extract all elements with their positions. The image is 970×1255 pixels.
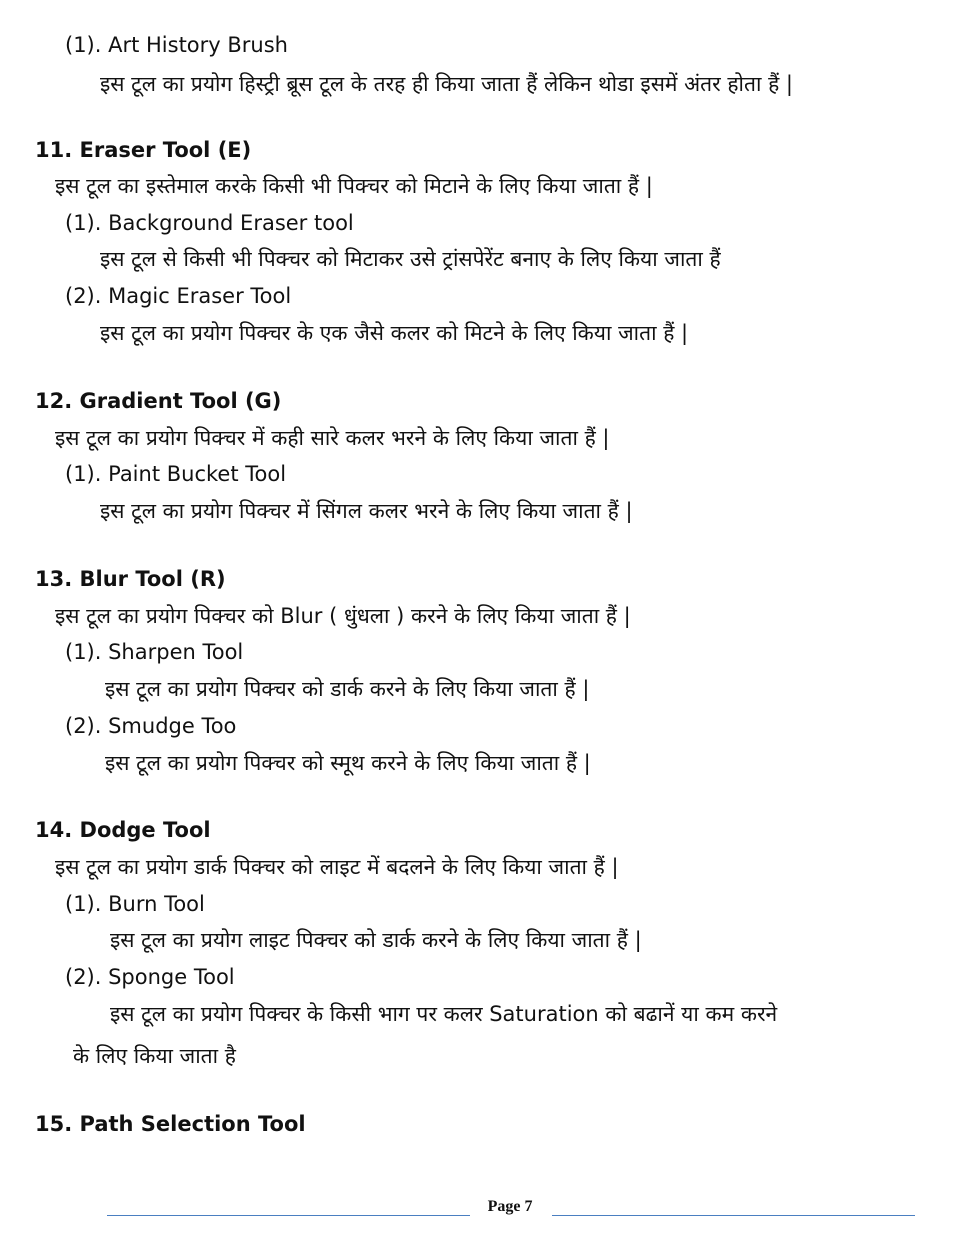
heading-gradient-tool: 12. Gradient Tool (G) — [35, 389, 282, 413]
heading-dodge-tool: 14. Dodge Tool — [35, 818, 211, 842]
paragraph-art-history-brush: इस टूल का प्रयोग हिस्ट्री ब्रूस टूल के तरह ही किया जाता हैं लेकिन थोडा इसमें अंतर होता हैं | — [100, 72, 793, 96]
paragraph-eraser-tool: इस टूल का इस्तेमाल करके किसी भी पिक्चर को मिटाने के लिए किया जाता हैं | — [55, 174, 653, 198]
paragraph-sponge-tool: इस टूल का प्रयोग पिक्चर के किसी भाग पर कलर Saturation को बढानें या कम करने — [110, 1002, 778, 1026]
paragraph-smudge-tool: इस टूल का प्रयोग पिक्चर को स्मूथ करने के लिए किया जाता हैं | — [105, 751, 591, 775]
paragraph-paint-bucket: इस टूल का प्रयोग पिक्चर में सिंगल कलर भरने के लिए किया जाता हैं | — [100, 499, 633, 523]
footer-rule-left — [107, 1215, 470, 1216]
paragraph-dodge-tool: इस टूल का प्रयोग डार्क पिक्चर को लाइट में बदलने के लिए किया जाता हैं | — [55, 855, 619, 879]
subsection-sponge-tool: (2). Sponge Tool — [65, 965, 235, 989]
paragraph-blur-tool: इस टूल का प्रयोग पिक्चर को Blur ( धुंधला ) करने के लिए किया जाता हैं | — [55, 604, 631, 628]
paragraph-burn-tool: इस टूल का प्रयोग लाइट पिक्चर को डार्क करने के लिए किया जाता हैं | — [110, 928, 642, 952]
subsection-burn-tool: (1). Burn Tool — [65, 892, 205, 916]
heading-blur-tool: 13. Blur Tool (R) — [35, 567, 226, 591]
subsection-magic-eraser: (2). Magic Eraser Tool — [65, 284, 292, 308]
subsection-art-history-brush: (1). Art History Brush — [65, 33, 288, 57]
page-number: Page 7 — [487, 1198, 533, 1215]
subsection-sharpen-tool: (1). Sharpen Tool — [65, 640, 244, 664]
footer-rule-right — [552, 1215, 915, 1216]
paragraph-gradient-tool: इस टूल का प्रयोग पिक्चर में कही सारे कलर भरने के लिए किया जाता हैं | — [55, 426, 610, 450]
subsection-background-eraser: (1). Background Eraser tool — [65, 211, 354, 235]
paragraph-sharpen-tool: इस टूल का प्रयोग पिक्चर को डार्क करने के लिए किया जाता हैं | — [105, 677, 590, 701]
subsection-paint-bucket: (1). Paint Bucket Tool — [65, 462, 287, 486]
paragraph-magic-eraser: इस टूल का प्रयोग पिक्चर के एक जैसे कलर को मिटने के लिए किया जाता हैं | — [100, 321, 689, 345]
paragraph-background-eraser: इस टूल से किसी भी पिक्चर को मिटाकर उसे ट्रांसपेरेंट बनाए के लिए किया जाता हैं — [100, 247, 721, 271]
heading-path-selection-tool: 15. Path Selection Tool — [35, 1112, 306, 1136]
heading-eraser-tool: 11. Eraser Tool (E) — [35, 138, 252, 162]
subsection-smudge-tool: (2). Smudge Too — [65, 714, 237, 738]
paragraph-sponge-tool-continued: के लिए किया जाता है — [73, 1044, 236, 1068]
